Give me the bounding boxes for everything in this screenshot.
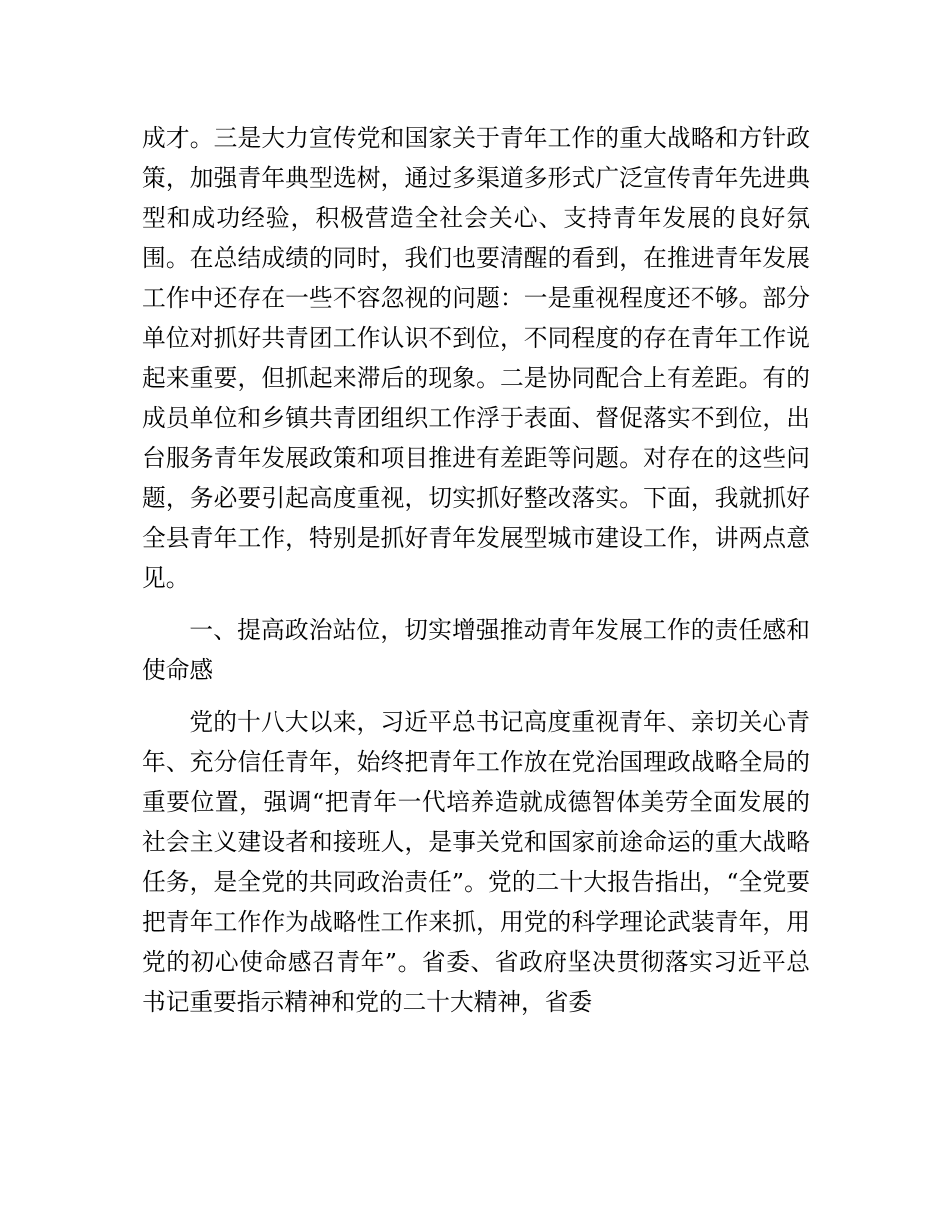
paragraph-continuation: 成才。三是大力宣传党和国家关于青年工作的重大战略和方针政策，加强青年典型选树，通过多渠道多形式广泛宣传青年先进典型和成功经验，积极营造全社会关心、支持青年发展的良好氛围。在总结成绩的同时，我们也要清醒的看到，在推进青年发展工作中还存在一些不容忽视的问题：一是重视程度还不够。部分单位对抓好共青团工作认识不到位，不同程度的存在青年工作说起来重要，但抓起来滞后的现象。二是协同配合上有差距。有的成员单位和乡镇共青团组织工作浮于表面、督促落实不到位，出台服务青年发展政策和项目推进有差距等问题。对存在的这些问题，务必要引起高度重视，切实抓好整改落实。下面，我就抓好全县青年工作，特别是抓好青年发展型城市建设工作，讲两点意见。 bbox=[142, 124, 810, 592]
section-heading: 一、提高政治站位，切实增强推动青年发展工作的责任感和使命感 bbox=[142, 616, 810, 684]
document-body bbox=[142, 118, 810, 1022]
paragraph-body: 党的十八大以来，习近平总书记高度重视青年、亲切关心青年、充分信任青年，始终把青年工作放在党治国理政战略全局的重要位置，强调“把青年一代培养造就成德智体美劳全面发展的社会主义建设者和接班人，是事关党和国家前途命运的重大战略任务，是全党的共同政治责任”。党的二十大报告指出，“全党要把青年工作作为战略性工作来抓，用党的科学理论武装青年，用党的初心使命感召青年”。省委、省政府坚决贯彻落实习近平总书记重要指示精神和党的二十大精神，省委 bbox=[142, 708, 810, 1016]
